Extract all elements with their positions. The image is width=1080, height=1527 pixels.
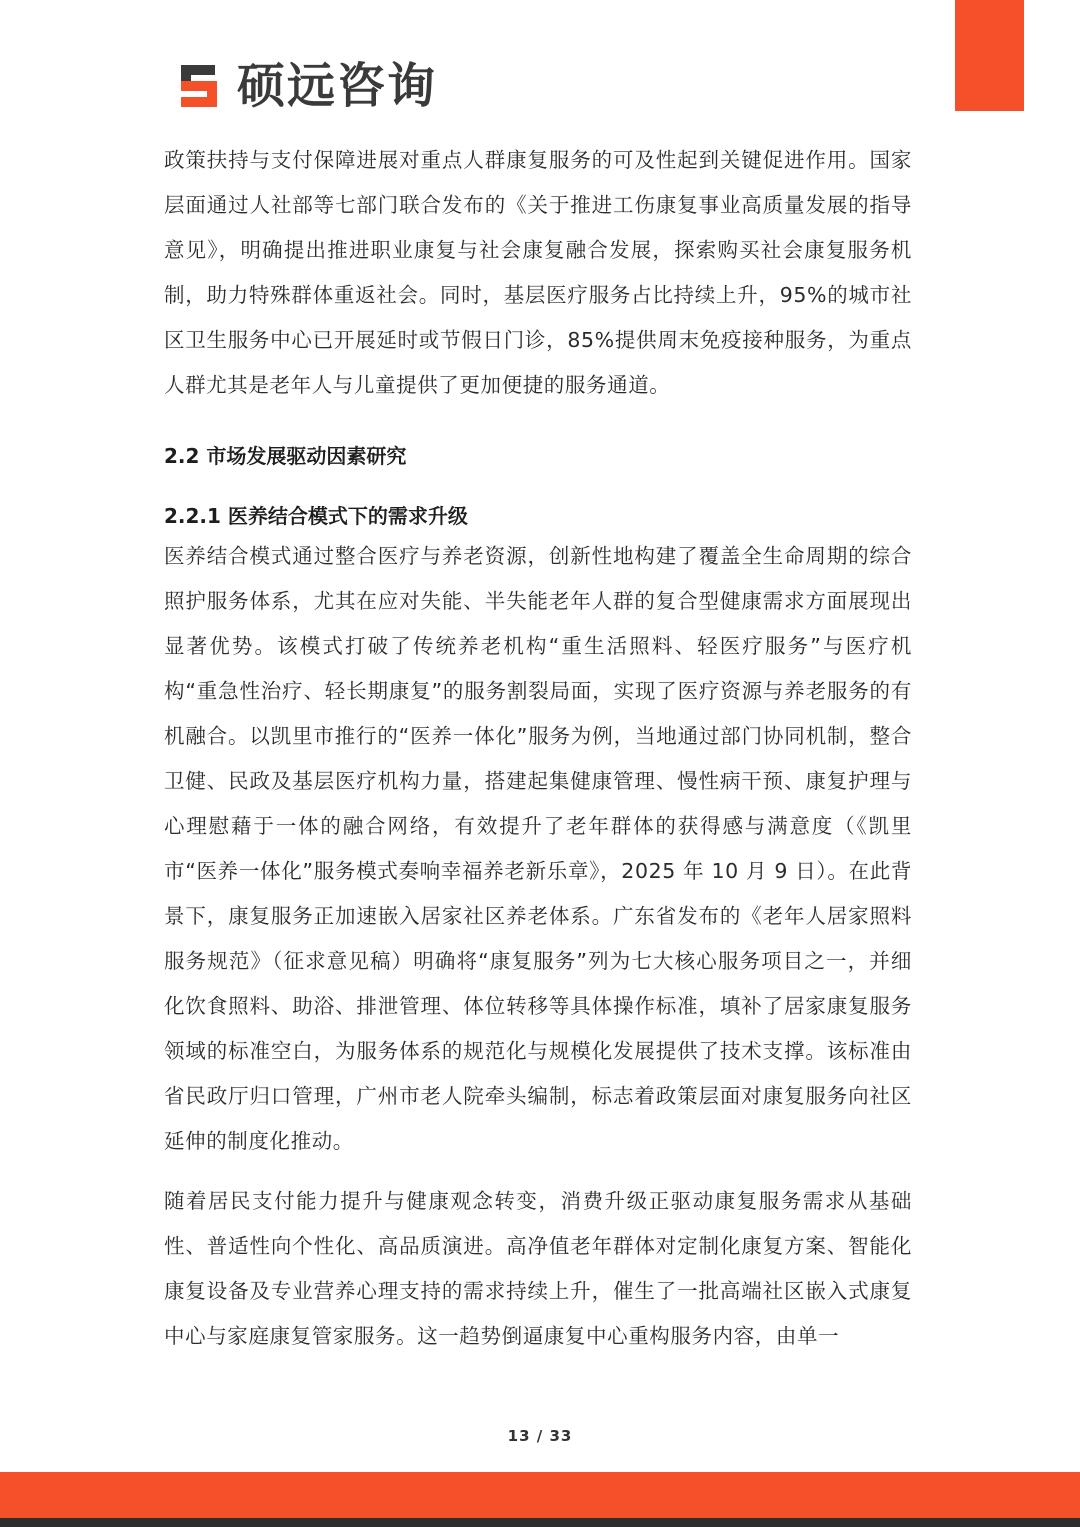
page-number: 13 / 33 xyxy=(507,1427,573,1445)
section-heading: 2.2 市场发展驱动因素研究 xyxy=(164,444,407,468)
brand-name: 硕远咨询 xyxy=(237,58,438,114)
top-accent-bar xyxy=(955,0,1024,111)
subsection-heading: 2.2.1 医养结合模式下的需求升级 xyxy=(164,504,468,528)
brand-logo xyxy=(177,58,437,114)
paragraph-policy-support: 政策扶持与支付保障进展对重点人群康复服务的可及性起到关键促进作用。国家层面通过人社部等七部门联合发布的《关于推进工伤康复事业高质量发展的指导意见》，明确提出推进职业康复与社会康复融合发展，探索购买社会康复服务机制，助力特殊群体重返社会。同时，基层医疗服务占比持续上升，95%的城市社区卫生服务中心已开展延时或节假日门诊，85%提供周末免疫接种服务，为重点人群尤其是老年人与儿童提供了更加便捷的服务通道。 xyxy=(164,148,912,397)
brand-s-mark-icon xyxy=(177,61,227,111)
footer-accent-bar xyxy=(0,1472,1080,1518)
footer-dark-line xyxy=(0,1518,1080,1527)
report-body xyxy=(164,138,912,1359)
paragraph-integrated-care: 医养结合模式通过整合医疗与养老资源，创新性地构建了覆盖全生命周期的综合照护服务体系，尤其在应对失能、半失能老年人群的复合型健康需求方面展现出显著优势。该模式打破了传统养老机构“重生活照料、轻医疗服务”与医疗机构“重急性治疗、轻长期康复”的服务割裂局面，实现了医疗资源与养老服务的有机融合。以凯里市推行的“医养一体化”服务为例，当地通过部门协同机制，整合卫健、民政及基层医疗机构力量，搭建起集健康管理、慢性病干预、康复护理与心理慰藉于一体的融合网络，有效提升了老年群体的获得感与满意度（《凯里市“医养一体化”服务模式奏响幸福养老新乐章》，2025 年 10 月 9 日）。在此背景下，康复服务正加速嵌入居家社区养老体系。广东省发布的《老年人居家照料服务规范》（征求意见稿）明确将“康复服务”列为七大核心服务项目之一，并细化饮食照料、助浴、排泄管理、体位转移等具体操作标准，填补了居家康复服务领域的标准空白，为服务体系的规范化与规模化发展提供了技术支撑。该标准由省民政厅归口管理，广州市老人院牵头编制，标志着政策层面对康复服务向社区延伸的制度化推动。 xyxy=(164,544,912,1153)
paragraph-consumption-upgrade: 随着居民支付能力提升与健康观念转变，消费升级正驱动康复服务需求从基础性、普适性向个性化、高品质演进。高净值老年群体对定制化康复方案、智能化康复设备及专业营养心理支持的需求持续上升，催生了一批高端社区嵌入式康复中心与家庭康复管家服务。这一趋势倒逼康复中心重构服务内容，由单一 xyxy=(164,1189,912,1348)
